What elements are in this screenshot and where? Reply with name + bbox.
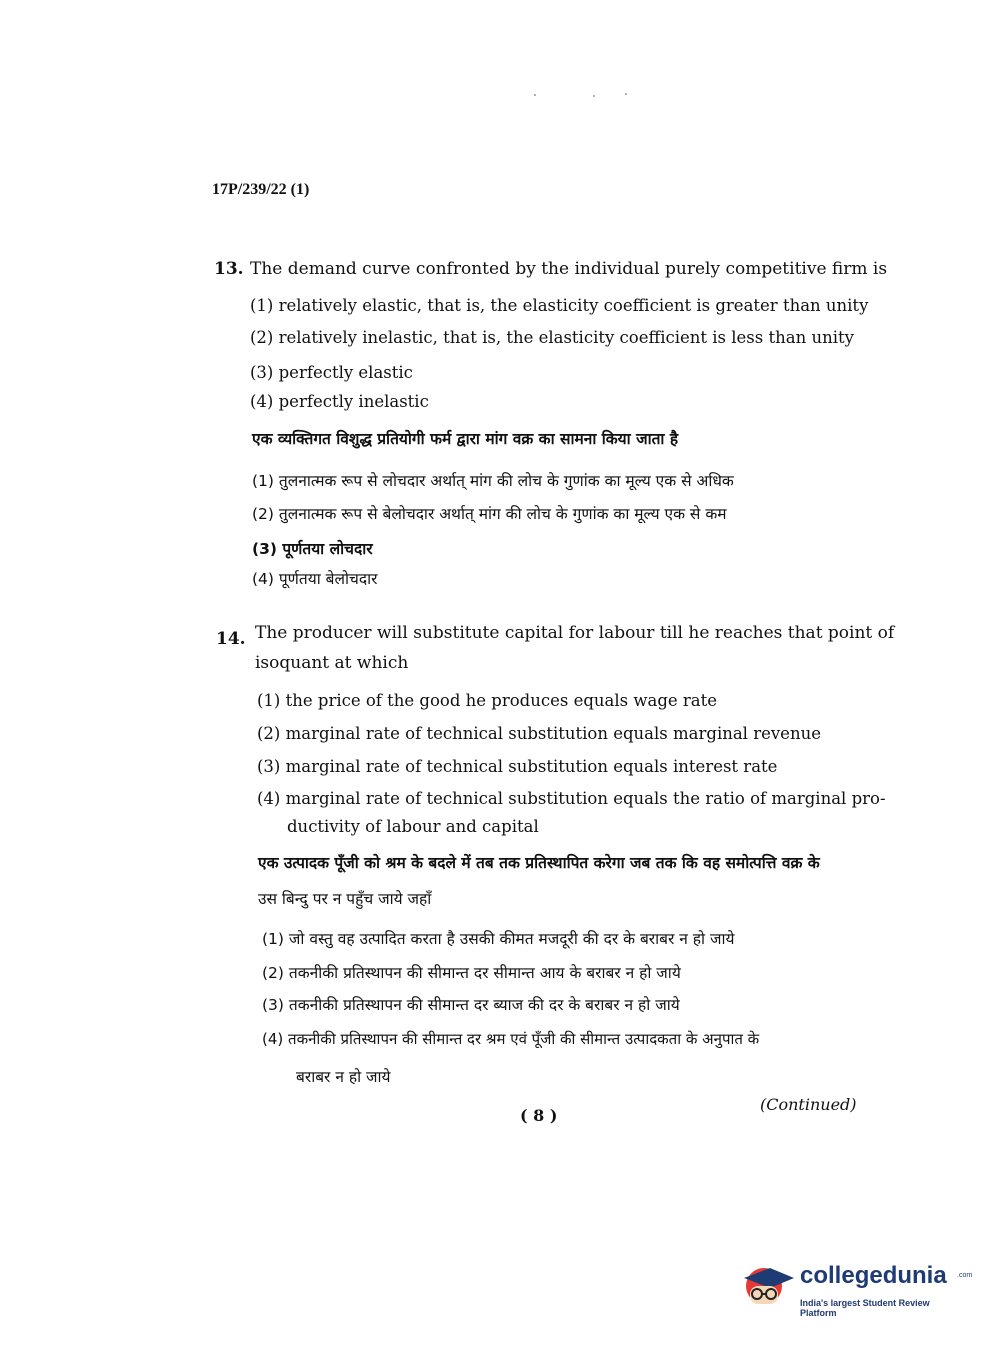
q13-hindi-option-2: (2) तुलनात्मक रूप से बेलोचदार अर्थात् मांग की लोच के गुणांक का मूल्य एक से कम: [252, 505, 727, 523]
q13-hindi-text: एक व्यक्तिगत विशुद्ध प्रतियोगी फर्म द्वारा मांग वक्र का सामना किया जाता है: [252, 430, 679, 448]
q14-hindi-option-4-line1: (4) तकनीकी प्रतिस्थापन की सीमान्त दर श्रम एवं पूँजी की सीमान्त उत्पादकता के अनुपात के: [262, 1030, 760, 1048]
q14-option-3: (3) marginal rate of technical substitution equals interest rate: [257, 757, 778, 776]
q13-hindi-option-4: (4) पूर्णतया बेलोचदार: [252, 570, 378, 588]
q13-hindi-option-3: (3) पूर्णतया लोचदार: [252, 540, 373, 558]
q14-option-4-line2: ductivity of labour and capital: [287, 817, 539, 836]
q14-number: 14.: [216, 629, 246, 649]
q14-option-4-line1: (4) marginal rate of technical substitution equals the ratio of marginal pro-: [257, 789, 886, 808]
logo-tagline: India's largest Student Review Platform: [800, 1298, 930, 1318]
q13-hindi-option-1: (1) तुलनात्मक रूप से लोचदार अर्थात् मांग की लोच के गुणांक का मूल्य एक से अधिक: [252, 472, 734, 490]
scan-speck: [593, 95, 595, 97]
q14-text-line1: The producer will substitute capital for labour till he reaches that point of: [255, 623, 895, 643]
q14-hindi-text-line2: उस बिन्दु पर न पहुँच जाये जहाँ: [258, 890, 432, 908]
logo-domain-suffix: .com: [957, 1272, 973, 1279]
logo-wordmark: collegedunia: [800, 1262, 947, 1289]
scan-speck: [625, 93, 627, 95]
continued-label: (Continued): [760, 1095, 857, 1114]
q14-hindi-option-2: (2) तकनीकी प्रतिस्थापन की सीमान्त दर सीमान्त आय के बराबर न हो जाये: [262, 964, 681, 982]
q13-option-4: (4) perfectly inelastic: [250, 392, 429, 411]
q13-number: 13.: [214, 259, 244, 279]
q14-text-line2: isoquant at which: [255, 653, 409, 673]
q13-text: The demand curve confronted by the individual purely competitive firm is: [250, 259, 888, 279]
q13-option-2: (2) relatively inelastic, that is, the elasticity coefficient is less than unity: [250, 328, 854, 347]
page-number: ( 8 ): [520, 1106, 558, 1125]
q14-hindi-option-3: (3) तकनीकी प्रतिस्थापन की सीमान्त दर ब्याज की दर के बराबर न हो जाये: [262, 996, 680, 1014]
collegedunia-logo[interactable]: [742, 1256, 973, 1318]
q13-option-3: (3) perfectly elastic: [250, 363, 413, 382]
q13-option-1: (1) relatively elastic, that is, the elasticity coefficient is greater than unity: [250, 296, 869, 315]
scan-speck: [534, 94, 536, 96]
q14-hindi-option-1: (1) जो वस्तु वह उत्पादित करता है उसकी कीमत मजदूरी की दर के बराबर न हो जाये: [262, 930, 735, 948]
q14-hindi-text-line1: एक उत्पादक पूँजी को श्रम के बदले में तब तक प्रतिस्थापित करेगा जब तक कि वह समोत्पत्ति वक्र के: [258, 854, 820, 872]
q14-option-1: (1) the price of the good he produces equals wage rate: [257, 691, 718, 710]
q14-option-2: (2) marginal rate of technical substitution equals marginal revenue: [257, 724, 821, 743]
q14-hindi-option-4-line2: बराबर न हो जाये: [296, 1068, 391, 1086]
paper-code: 17P/239/22 (1): [212, 181, 310, 198]
mascot-icon: [742, 1256, 796, 1312]
